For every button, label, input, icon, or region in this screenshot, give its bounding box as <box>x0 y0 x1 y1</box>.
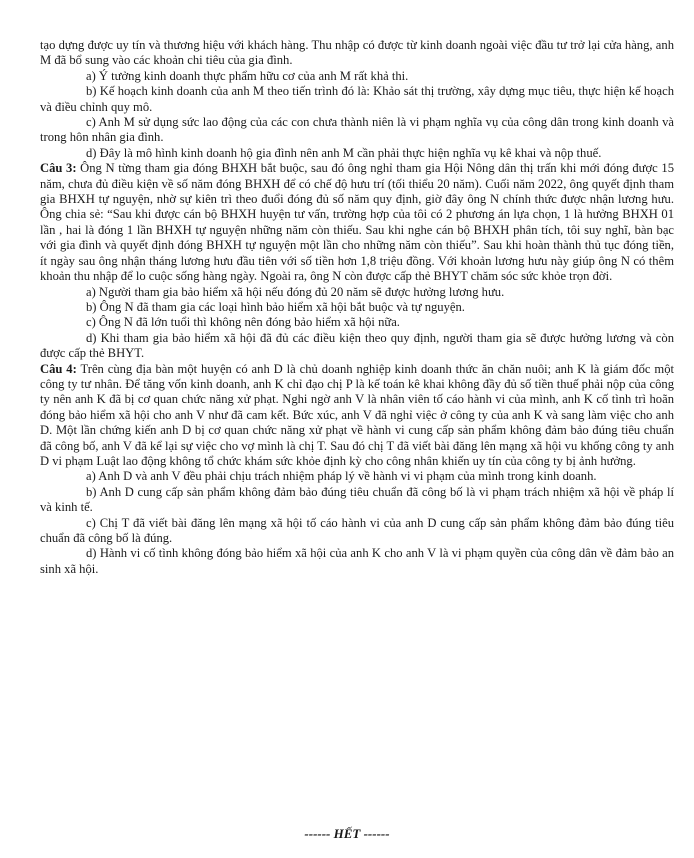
question-4-text: Trên cùng địa bàn một huyện có anh D là chủ doanh nghiệp kinh doanh thức ăn chăn nuôi; anh K là giám đốc một công ty tư nhân. Để tăng vốn kinh doanh, anh K chỉ đạo chị P là kế toán kê khai không đầy đủ số tiền thuế phải nộp của công ty nên anh K đã bị cơ quan chức năng xử phạt. Nghi ngờ anh V là nhân viên tố cáo hành vi của mình, anh K cố tình trì hoãn đóng bảo hiểm xã hội cho anh V như đã cam kết. Bức xúc, anh V đã nghỉ việc ở công ty của anh K và sang làm việc cho anh D. Một lần chứng kiến anh D bị cơ quan chức năng xử phạt về hành vi cung cấp sản phẩm không đảm bảo đúng tiêu chuẩn đã công bố, anh V đã kể lại sự việc cho vợ mình là chị T. Sau đó chị T đã viết bài đăng lên mạng xã hội vu khống công ty anh D vi phạm Luật lao động không tổ chức khám sức khỏe định kỳ cho công nhân khiến uy tín của công ty bị ảnh hưởng. <box>40 361 674 468</box>
question-3-option-b: b) Ông N đã tham gia các loại hình bảo hiểm xã hội bắt buộc và tự nguyện. <box>86 299 465 314</box>
question-3-text: Ông N từng tham gia đóng BHXH bắt buộc, sau đó ông nghỉ tham gia Hội Nông dân thị trấn khi mới đóng được 15 năm, chưa đủ điều kiện về số năm đóng BHXH để có chế độ hưu trí (tối thiểu 20 năm). Cuối năm 2022, ông quyết định tham gia BHXH tự nguyện, nhờ sự kiên trì theo đuổi đóng đủ số năm quy định, giờ đây ông N chính thức được nhận lương hưu. Ông chia sẻ: “Sau khi được cán bộ BHXH huyện tư vấn, trường hợp của tôi có 2 phương án lựa chọn, 1 là hưởng BHXH 01 lần , hai là đóng 1 lần BHXH tự nguyện những năm còn thiếu. Sau khi nghe cán bộ BHXH phân tích, tôi suy nghĩ, bàn bạc với gia đình và quyết định đóng BHXH tự nguyện một lần cho những năm còn thiếu”. Sau khi hoàn thành thủ tục đóng tiền, ít ngày sau ông nhận tháng lương hưu đầu tiên với số tiền hơn 1,8 triệu đồng. Với khoản lương hưu này giúp ông N có thêm khoản thu nhập để lo cuộc sống hàng ngày. Ngoài ra, ông N còn được cấp thẻ BHYT chăm sóc sức khỏe trọn đời. <box>40 161 674 284</box>
question-4-label: Câu 4: <box>40 361 77 376</box>
intro-option-c: c) Anh M sử dụng sức lao động của các con chưa thành niên là vi phạm nghĩa vụ của công dân trong kinh doanh và trong hôn nhân gia đình. <box>40 115 674 145</box>
question-3-label: Câu 3: <box>40 161 77 176</box>
intro-option-b: b) Kế hoạch kinh doanh của anh M theo tiến trình đó là: Khảo sát thị trường, xây dựng mục tiêu, thực hiện kế hoạch và điều chỉnh quy mô. <box>40 84 674 114</box>
question-3 <box>40 161 674 284</box>
question-4-option-d: d) Hành vi cố tình không đóng bảo hiểm xã hội của anh K cho anh V là vi phạm quyền của công dân về đảm bảo an sinh xã hội. <box>40 546 674 576</box>
question-4 <box>40 362 674 470</box>
question-4-option-a: a) Anh D và anh V đều phải chịu trách nhiệm pháp lý về hành vi vi phạm của mình trong kinh doanh. <box>86 469 597 484</box>
question-3-option-a: a) Người tham gia bảo hiểm xã hội nếu đóng đủ 20 năm sẽ được hưởng lương hưu. <box>86 284 505 299</box>
question-3-option-d: d) Khi tham gia bảo hiểm xã hội đã đủ các điều kiện theo quy định, người tham gia sẽ được hưởng lương và còn được cấp thẻ BHYT. <box>40 330 674 361</box>
end-marker: ------ HẾT ------ <box>304 826 390 841</box>
question-4-option-c: c) Chị T đã viết bài đăng lên mạng xã hội tố cáo hành vi của anh D cung cấp sản phẩm không đảm bảo đúng tiêu chuẩn đã công bố là đúng. <box>40 515 674 545</box>
question-4-option-b: b) Anh D cung cấp sản phẩm không đảm bảo đúng tiêu chuẩn đã công bố là vi phạm trách nhiệm xã hội về pháp lí và kinh tế. <box>40 484 674 515</box>
intro-option-a: a) Ý tưởng kinh doanh thực phẩm hữu cơ của anh M rất khả thi. <box>86 68 409 83</box>
intro-continuation: tạo dựng được uy tín và thương hiệu với khách hàng. Thu nhập có được từ kinh doanh ngoài việc đầu tư trở lại cửa hàng, anh M đã bổ sung vào các khoản chi tiêu của gia đình. <box>40 38 674 68</box>
question-3-option-c: c) Ông N đã lớn tuổi thì không nên đóng bảo hiểm xã hội nữa. <box>86 315 400 330</box>
intro-option-d: d) Đây là mô hình kinh doanh hộ gia đình nên anh M cần phải thực hiện nghĩa vụ kê khai và nộp thuế. <box>86 145 602 160</box>
